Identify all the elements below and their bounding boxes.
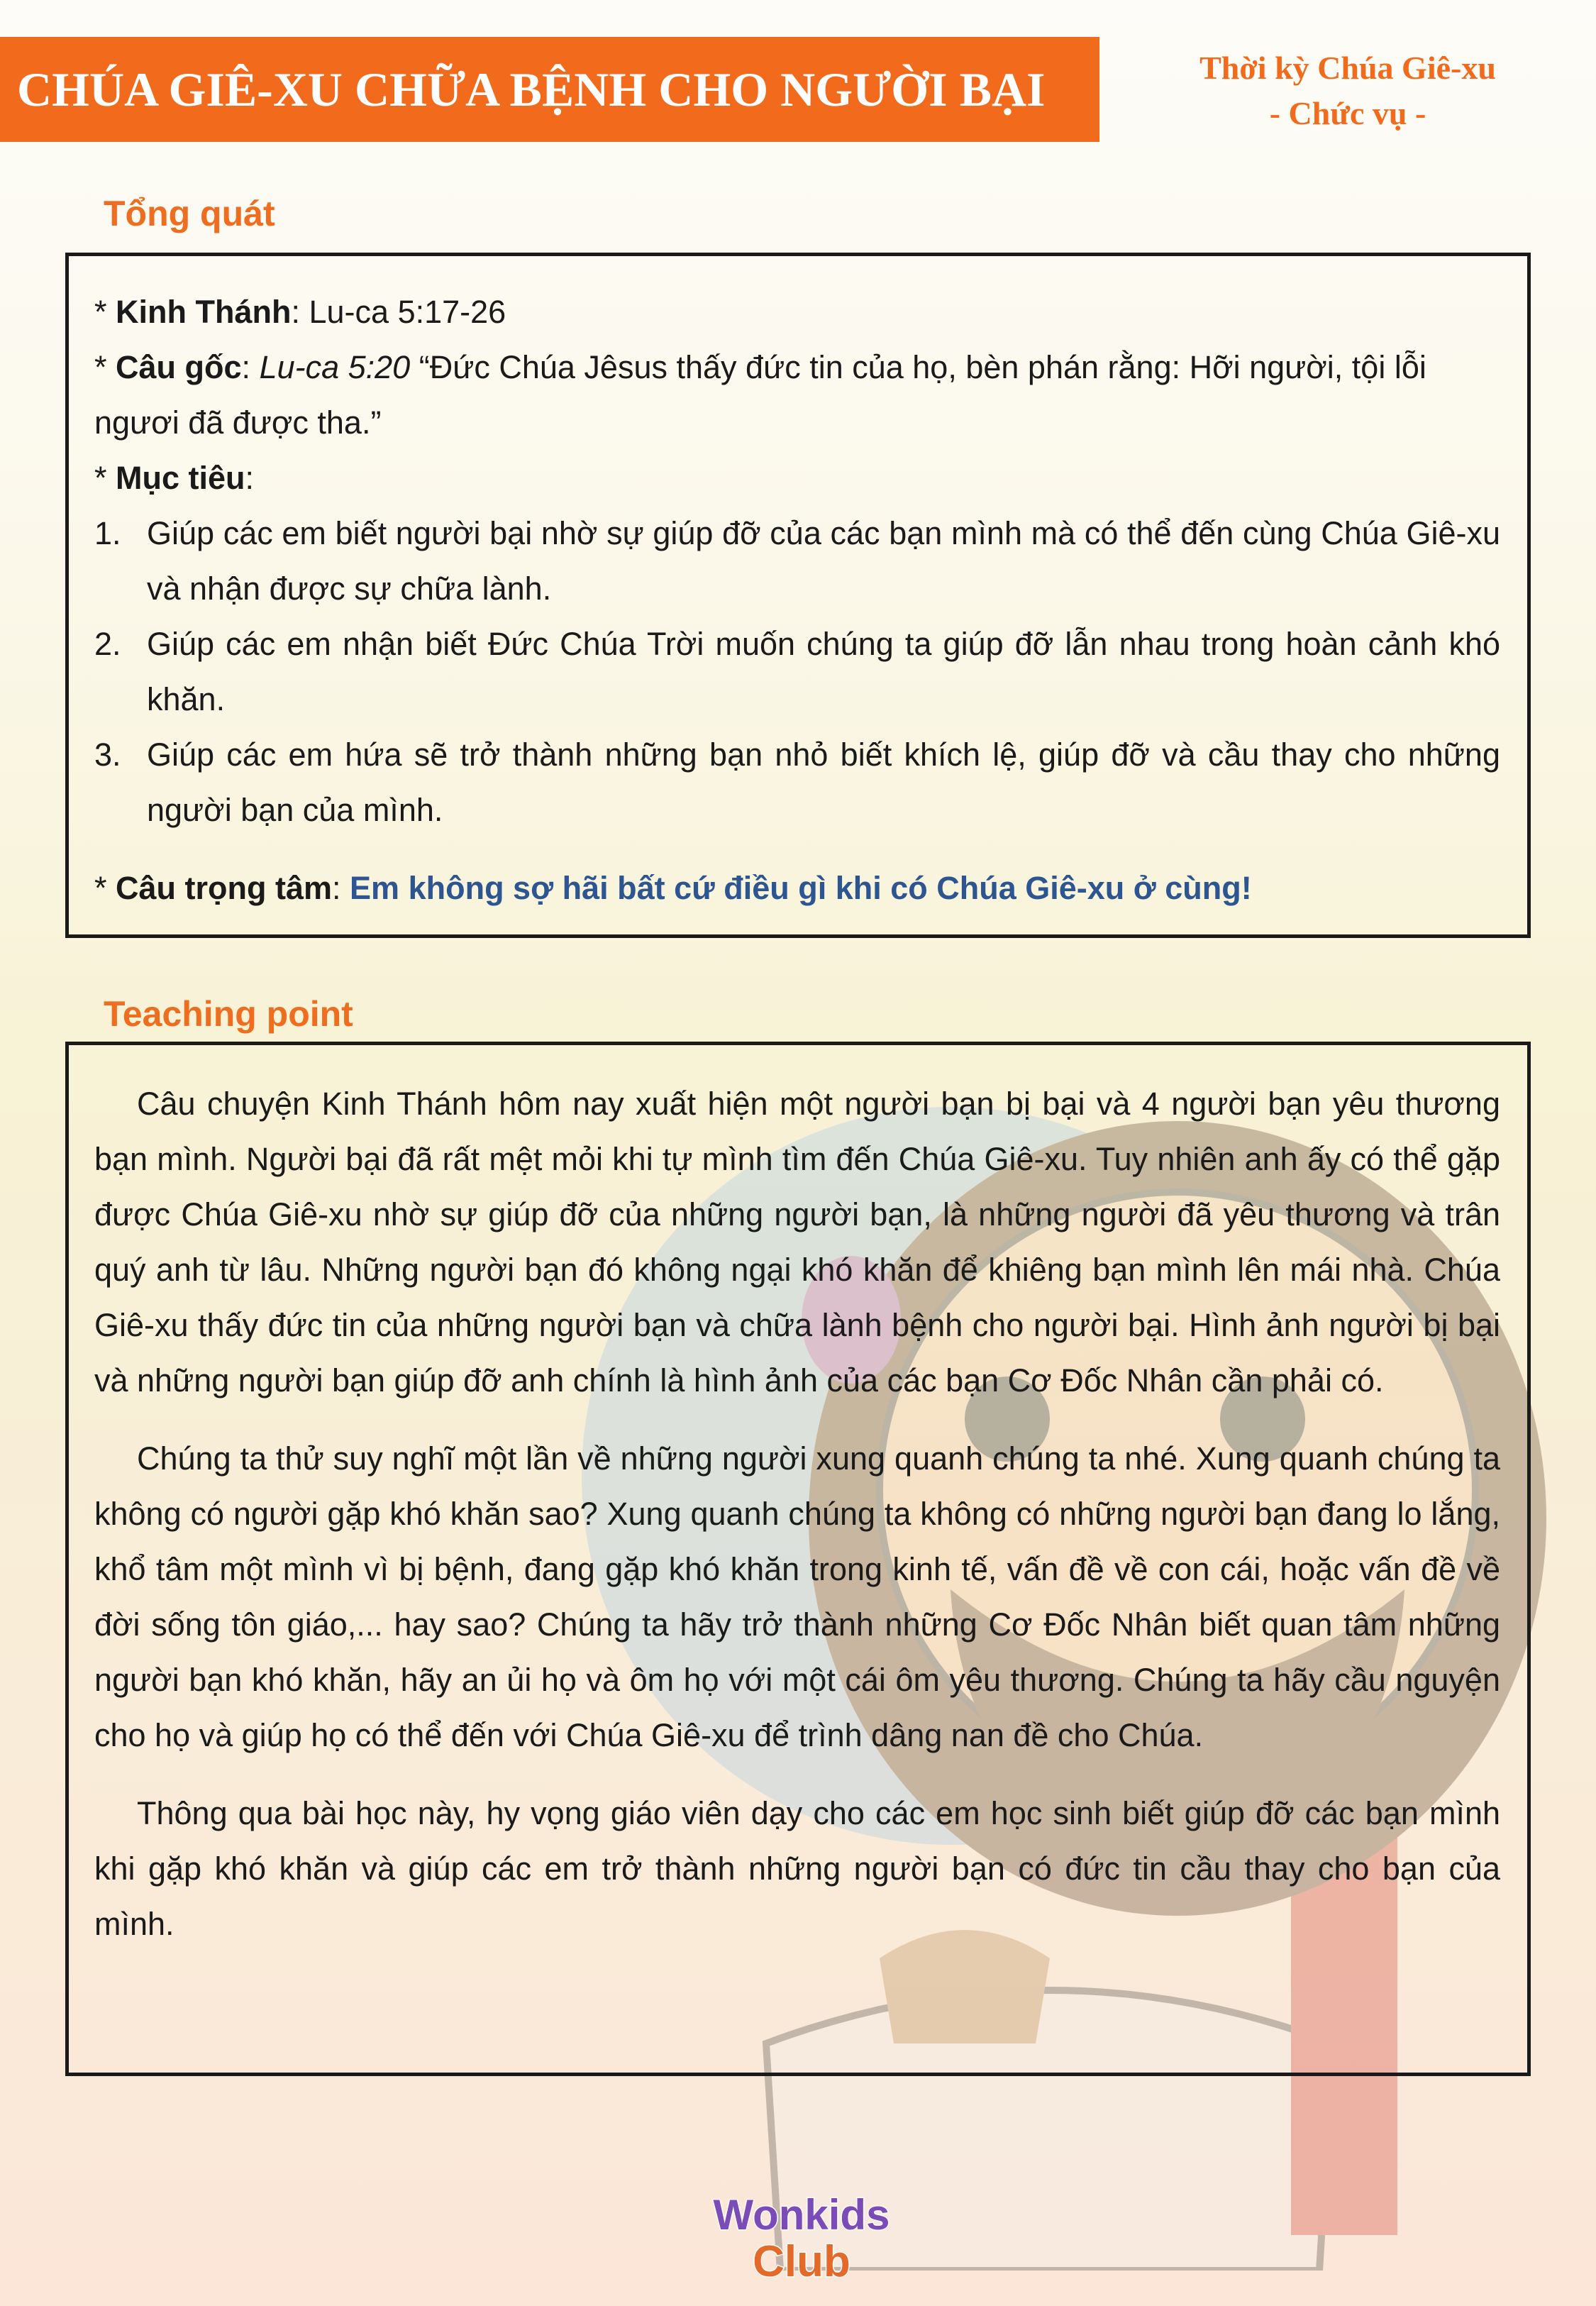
overview-heading: Tổng quát xyxy=(104,194,275,233)
wonkids-club-logo xyxy=(695,2185,908,2285)
goal-text: Giúp các em nhận biết Đức Chúa Trời muốn chúng ta giúp đỡ lẫn nhau trong hoàn cảnh khó khăn. xyxy=(147,626,1500,717)
teaching-paragraph: Chúng ta thử suy nghĩ một lần về những người xung quanh chúng ta nhé. Xung quanh chúng ta không có người gặp khó khăn sao? Xung quanh chúng ta không có những người bạn đang lo lắng, khổ tâm một mình vì bị bệnh, đang gặp khó khăn trong kinh tế, vấn đề về con cái, hoặc vấn đề về đời sống tôn giáo,... hay sao? Chúng ta hãy trở thành những Cơ Đốc Nhân biết quan tâm những người bạn khó khăn, hãy an ủi họ và ôm họ với một cái ôm yêu thương. Chúng ta hãy cầu nguyện cho họ và giúp họ có thể đến với Chúa Giê-xu để trình dâng nan đề cho Chúa. xyxy=(94,1440,1500,1753)
bible-line: * Kinh Thánh: Lu-ca 5:17-26 xyxy=(94,294,506,330)
goal-item xyxy=(94,617,1500,727)
page-title: CHÚA GIÊ-XU CHỮA BỆNH CHO NGƯỜI BẠI xyxy=(0,37,1099,142)
focus-text: Em không sợ hãi bất cứ điều gì khi có Chúa Giê-xu ở cùng! xyxy=(350,870,1252,906)
teaching-paragraph: Câu chuyện Kinh Thánh hôm nay xuất hiện một người bạn bị bại và 4 người bạn yêu thương bạn mình. Người bại đã rất mệt mỏi khi tự mình tìm đến Chúa Giê-xu. Tuy nhiên anh ấy có thể gặp được Chúa Giê-xu nhờ sự giúp đỡ của những người bạn, là những người đã yêu thương và trân quý anh từ lâu. Những người bạn đó không ngại khó khăn để khiêng bạn mình lên mái nhà. Chúa Giê-xu thấy đức tin của những người bạn và chữa lành bệnh cho người bại. Hình ảnh người bị bại và những người bạn giúp đỡ anh chính là hình ảnh của các bạn Cơ Đốc Nhân cần phải có. xyxy=(94,1086,1500,1399)
verse-ref: Lu-ca 5:20 xyxy=(259,349,411,385)
goal-number: 2. xyxy=(94,626,121,662)
logo-text-line-1: Wonkids xyxy=(713,2191,890,2239)
focus-label: Câu trọng tâm xyxy=(116,870,333,906)
goal-item xyxy=(94,727,1500,838)
goal-number: 3. xyxy=(94,737,121,773)
overview-box xyxy=(65,253,1531,938)
goals-list xyxy=(94,506,1500,838)
period-line-2: - Chức vụ - xyxy=(1269,95,1426,131)
goal-text: Giúp các em biết người bại nhờ sự giúp đỡ của các bạn mình mà có thể đến cùng Chúa Giê-xu và nhận được sự chữa lành. xyxy=(147,515,1500,607)
period-line-1: Thời kỳ Chúa Giê-xu xyxy=(1199,50,1496,86)
verse-label: Câu gốc xyxy=(116,349,242,385)
bible-ref: Lu-ca 5:17-26 xyxy=(309,294,506,330)
teaching-paragraph: Thông qua bài học này, hy vọng giáo viên dạy cho các em học sinh biết giúp đỡ các bạn mình khi gặp khó khăn và giúp các em trở thành những người bạn có đức tin cầu thay cho bạn của mình. xyxy=(94,1795,1500,1942)
focus-line: * Câu trọng tâm: Em không sợ hãi bất cứ điều gì khi có Chúa Giê-xu ở cùng! xyxy=(94,870,1252,906)
logo-text-line-2: Club xyxy=(753,2237,850,2285)
goal-item xyxy=(94,506,1500,617)
goal-number: 1. xyxy=(94,515,121,551)
teaching-heading: Teaching point xyxy=(104,994,353,1034)
verse-line: * Câu gốc: Lu-ca 5:20 “Đức Chúa Jêsus thấy đức tin của họ, bèn phán rằng: Hỡi người, tội lỗi ngươi đã được tha.” xyxy=(94,349,1426,441)
goals-label: Mục tiêu xyxy=(116,460,245,496)
teaching-box xyxy=(65,1042,1531,2076)
goals-line: * Mục tiêu: xyxy=(94,460,255,496)
goal-text: Giúp các em hứa sẽ trở thành những bạn nhỏ biết khích lệ, giúp đỡ và cầu thay cho những người bạn của mình. xyxy=(147,737,1500,828)
period-label xyxy=(1121,45,1575,136)
verse-text: “Đức Chúa Jêsus thấy đức tin của họ, bèn phán rằng: Hỡi người, tội lỗi ngươi đã được tha.” xyxy=(94,349,1426,441)
bible-label: Kinh Thánh xyxy=(116,294,292,330)
